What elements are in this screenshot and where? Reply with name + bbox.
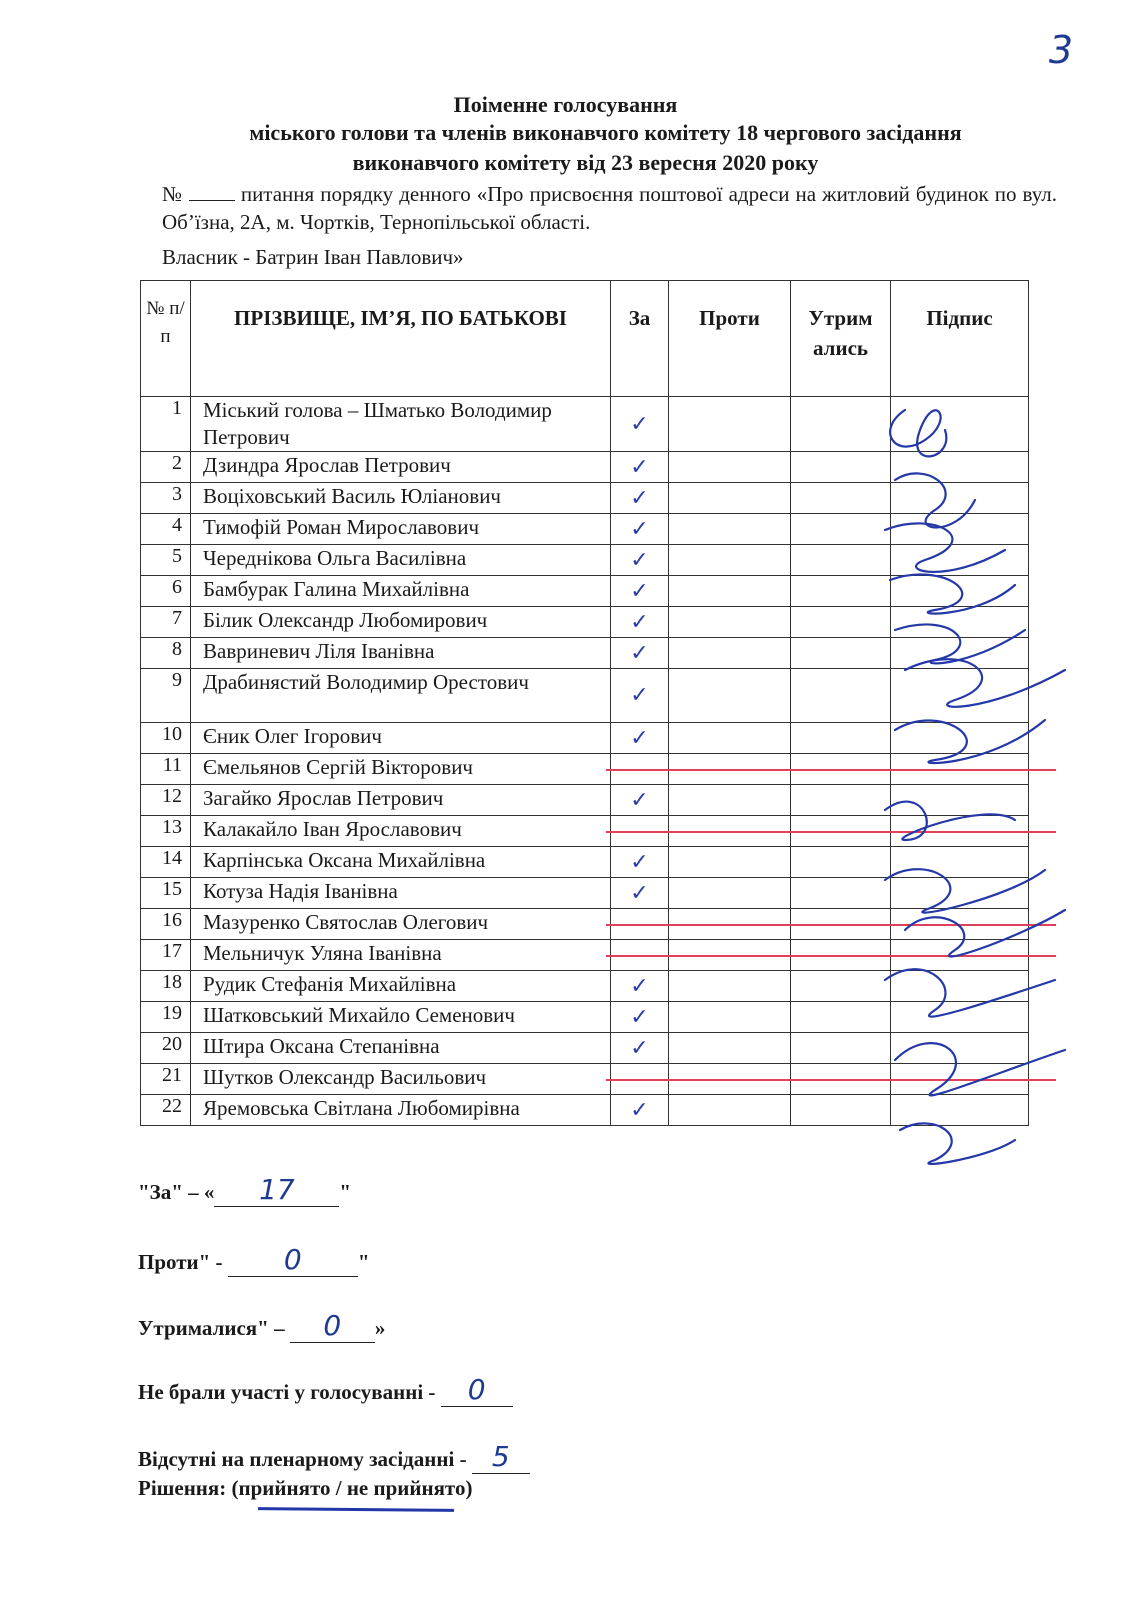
- row-vote-abstained: [791, 723, 891, 754]
- summary-for-label: "За" – «: [138, 1180, 215, 1204]
- table-row: [141, 545, 1029, 576]
- table-row: [141, 638, 1029, 669]
- table-row: [141, 397, 1029, 452]
- summary-abstained-value: 0: [290, 1316, 375, 1343]
- summary-abstained: [138, 1309, 386, 1343]
- row-vote-abstained: [791, 1002, 891, 1033]
- row-name: Калакайло Іван Ярославович: [191, 816, 611, 847]
- agenda-number-prefix: №: [162, 182, 183, 206]
- row-vote-against: [669, 1095, 791, 1126]
- row-vote-abstained: [791, 785, 891, 816]
- row-signature: [891, 971, 1029, 1002]
- row-vote-for: ✓: [611, 669, 669, 723]
- header-for: За: [611, 281, 669, 397]
- row-name: Міський голова – Шматько Володимир Петрович: [191, 397, 611, 452]
- row-name: Тимофій Роман Мирославович: [191, 514, 611, 545]
- row-number: 8: [141, 638, 191, 669]
- row-signature: [891, 669, 1029, 723]
- absent-strike-line: [606, 924, 1056, 926]
- table-row: [141, 607, 1029, 638]
- summary-not-participated: [138, 1373, 513, 1407]
- row-vote-abstained: [791, 1095, 891, 1126]
- document-subtitle-line1: міського голови та членів виконавчого комітету 18 чергового засідання: [249, 120, 962, 145]
- table-row: [141, 785, 1029, 816]
- table-row: [141, 514, 1029, 545]
- row-vote-abstained: [791, 607, 891, 638]
- row-vote-abstained: [791, 576, 891, 607]
- row-vote-against: [669, 878, 791, 909]
- row-name: Шутков Олександр Васильович: [191, 1064, 611, 1095]
- row-name: Єник Олег Ігорович: [191, 723, 611, 754]
- row-signature: [891, 576, 1029, 607]
- row-number: 2: [141, 452, 191, 483]
- row-vote-for: ✓: [611, 545, 669, 576]
- summary-not-participated-value: 0: [441, 1380, 513, 1407]
- row-name: Мазуренко Святослав Олегович: [191, 909, 611, 940]
- row-number: 13: [141, 816, 191, 847]
- row-vote-for: ✓: [611, 971, 669, 1002]
- row-number: 20: [141, 1033, 191, 1064]
- summary-absent-value: 5: [472, 1447, 530, 1474]
- row-signature: [891, 638, 1029, 669]
- row-vote-abstained: [791, 878, 891, 909]
- row-signature: [891, 397, 1029, 452]
- table-row: [141, 940, 1029, 971]
- row-vote-for: ✓: [611, 514, 669, 545]
- table-row: [141, 1002, 1029, 1033]
- row-name: Дзиндра Ярослав Петрович: [191, 452, 611, 483]
- summary-abstained-label: Утрималися" –: [138, 1316, 285, 1340]
- row-number: 4: [141, 514, 191, 545]
- row-vote-for: ✓: [611, 452, 669, 483]
- row-name: Шатковський Михайло Семенович: [191, 1002, 611, 1033]
- row-signature: [891, 785, 1029, 816]
- row-vote-for: ✓: [611, 1095, 669, 1126]
- row-vote-abstained: [791, 545, 891, 576]
- row-number: 9: [141, 669, 191, 723]
- row-vote-against: [669, 638, 791, 669]
- table-row: [141, 452, 1029, 483]
- header-num: № п/ п: [141, 281, 191, 397]
- header-abstained: Утрим ались: [791, 281, 891, 397]
- row-vote-for: ✓: [611, 1033, 669, 1064]
- row-signature: [891, 723, 1029, 754]
- row-vote-abstained: [791, 452, 891, 483]
- row-vote-for: [611, 754, 669, 785]
- row-vote-for: ✓: [611, 723, 669, 754]
- row-vote-for: ✓: [611, 576, 669, 607]
- row-vote-against: [669, 971, 791, 1002]
- row-vote-against: [669, 669, 791, 723]
- summary-against: [138, 1243, 370, 1277]
- table-row: [141, 1095, 1029, 1126]
- voting-table-body: [141, 397, 1029, 1126]
- row-vote-for: ✓: [611, 607, 669, 638]
- row-vote-for: [611, 940, 669, 971]
- row-signature: [891, 514, 1029, 545]
- document-title: Поіменне голосування: [453, 92, 678, 117]
- agenda-text: питання порядку денного «Про присвоєння поштової адреси на житловий будинок по вул. Об’їзна, 2А, м. Чортків, Тернопільської області.: [162, 182, 1058, 234]
- row-name: Яремовська Світлана Любомирівна: [191, 1095, 611, 1126]
- summary-not-participated-label: Не брали участі у голосуванні -: [138, 1380, 436, 1404]
- summary-absent-label: Відсутні на пленарному засіданні -: [138, 1447, 467, 1471]
- row-vote-against: [669, 1033, 791, 1064]
- absent-strike-line: [606, 831, 1056, 833]
- row-number: 1: [141, 397, 191, 452]
- row-vote-abstained: [791, 971, 891, 1002]
- absent-strike-line: [606, 1079, 1056, 1081]
- row-name: Мельничук Уляна Іванівна: [191, 940, 611, 971]
- row-vote-abstained: [791, 397, 891, 452]
- row-vote-against: [669, 576, 791, 607]
- row-vote-abstained: [791, 1033, 891, 1064]
- row-vote-for: ✓: [611, 878, 669, 909]
- summary-for-value: 17: [214, 1180, 339, 1207]
- row-number: 11: [141, 754, 191, 785]
- row-number: 15: [141, 878, 191, 909]
- row-number: 14: [141, 847, 191, 878]
- row-name: Воціховський Василь Юліанович: [191, 483, 611, 514]
- row-vote-against: [669, 723, 791, 754]
- summary-decision: [138, 1476, 472, 1501]
- table-row: [141, 483, 1029, 514]
- table-row: [141, 1064, 1029, 1095]
- row-number: 10: [141, 723, 191, 754]
- row-signature: [891, 847, 1029, 878]
- absent-strike-line: [606, 955, 1056, 957]
- voting-table: [140, 280, 1029, 1126]
- row-number: 21: [141, 1064, 191, 1095]
- row-vote-abstained: [791, 483, 891, 514]
- row-name: Загайко Ярослав Петрович: [191, 785, 611, 816]
- table-row: [141, 878, 1029, 909]
- table-row: [141, 723, 1029, 754]
- agenda-number-blank: [189, 182, 235, 201]
- agenda-item: [162, 180, 1057, 236]
- summary-against-value: 0: [228, 1250, 358, 1277]
- row-number: 22: [141, 1095, 191, 1126]
- row-number: 5: [141, 545, 191, 576]
- row-vote-for: ✓: [611, 785, 669, 816]
- row-name: Білик Олександр Любомирович: [191, 607, 611, 638]
- row-signature: [891, 452, 1029, 483]
- row-name: Драбинястий Володимир Орестович: [191, 669, 611, 723]
- row-vote-for: ✓: [611, 483, 669, 514]
- row-signature: [891, 1095, 1029, 1126]
- row-vote-abstained: [791, 669, 891, 723]
- table-row: [141, 1033, 1029, 1064]
- row-signature: [891, 483, 1029, 514]
- header-name: ПРІЗВИЩЕ, ІМ’Я, ПО БАТЬКОВІ: [191, 281, 611, 397]
- table-row: [141, 816, 1029, 847]
- summary-decision-label: Рішення: (прийнято / не прийнято): [138, 1476, 473, 1500]
- header-signature: Підпис: [891, 281, 1029, 397]
- summary-for-label-close: ": [339, 1180, 352, 1204]
- row-number: 17: [141, 940, 191, 971]
- table-row: [141, 847, 1029, 878]
- row-number: 6: [141, 576, 191, 607]
- row-name: Котуза Надія Іванівна: [191, 878, 611, 909]
- row-number: 3: [141, 483, 191, 514]
- row-name: Вавриневич Ліля Іванівна: [191, 638, 611, 669]
- row-vote-against: [669, 397, 791, 452]
- header-against: Проти: [669, 281, 791, 397]
- decision-underline-mark: [258, 1507, 454, 1512]
- row-number: 16: [141, 909, 191, 940]
- row-name: Карпінська Оксана Михайлівна: [191, 847, 611, 878]
- row-signature: [891, 1002, 1029, 1033]
- row-vote-for: ✓: [611, 1002, 669, 1033]
- row-vote-for: ✓: [611, 638, 669, 669]
- row-vote-against: [669, 1002, 791, 1033]
- row-vote-against: [669, 545, 791, 576]
- summary-absent: [138, 1440, 530, 1474]
- summary-abstained-label-close: »: [374, 1316, 386, 1340]
- row-vote-for: [611, 816, 669, 847]
- table-row: [141, 576, 1029, 607]
- row-name: Штира Оксана Степанівна: [191, 1033, 611, 1064]
- summary-for: [138, 1173, 352, 1207]
- row-signature: [891, 607, 1029, 638]
- row-vote-abstained: [791, 847, 891, 878]
- summary-against-label-close: ": [357, 1250, 370, 1274]
- row-vote-for: [611, 1064, 669, 1095]
- row-number: 18: [141, 971, 191, 1002]
- row-vote-against: [669, 785, 791, 816]
- row-vote-against: [669, 452, 791, 483]
- row-vote-for: ✓: [611, 847, 669, 878]
- absent-strike-line: [606, 769, 1056, 771]
- row-name: Череднікова Ольга Василівна: [191, 545, 611, 576]
- row-vote-against: [669, 483, 791, 514]
- row-vote-for: [611, 909, 669, 940]
- agenda-owner: Власник - Батрин Іван Павлович»: [162, 245, 464, 269]
- table-row: [141, 909, 1029, 940]
- table-row: [141, 669, 1029, 723]
- row-number: 12: [141, 785, 191, 816]
- row-vote-abstained: [791, 638, 891, 669]
- row-vote-against: [669, 607, 791, 638]
- row-name: Ємельянов Сергій Вікторович: [191, 754, 611, 785]
- row-name: Бамбурак Галина Михайлівна: [191, 576, 611, 607]
- row-signature: [891, 1033, 1029, 1064]
- summary-against-label: Проти" -: [138, 1250, 223, 1274]
- row-signature: [891, 545, 1029, 576]
- row-name: Рудик Стефанія Михайлівна: [191, 971, 611, 1002]
- row-vote-abstained: [791, 514, 891, 545]
- row-vote-against: [669, 847, 791, 878]
- table-row: [141, 971, 1029, 1002]
- row-vote-against: [669, 514, 791, 545]
- document-subtitle-line2: виконавчого комітету від 23 вересня 2020 року: [352, 150, 819, 175]
- table-row: [141, 754, 1029, 785]
- page-number: 3: [1048, 28, 1073, 72]
- row-vote-for: ✓: [611, 397, 669, 452]
- row-signature: [891, 878, 1029, 909]
- row-number: 7: [141, 607, 191, 638]
- row-number: 19: [141, 1002, 191, 1033]
